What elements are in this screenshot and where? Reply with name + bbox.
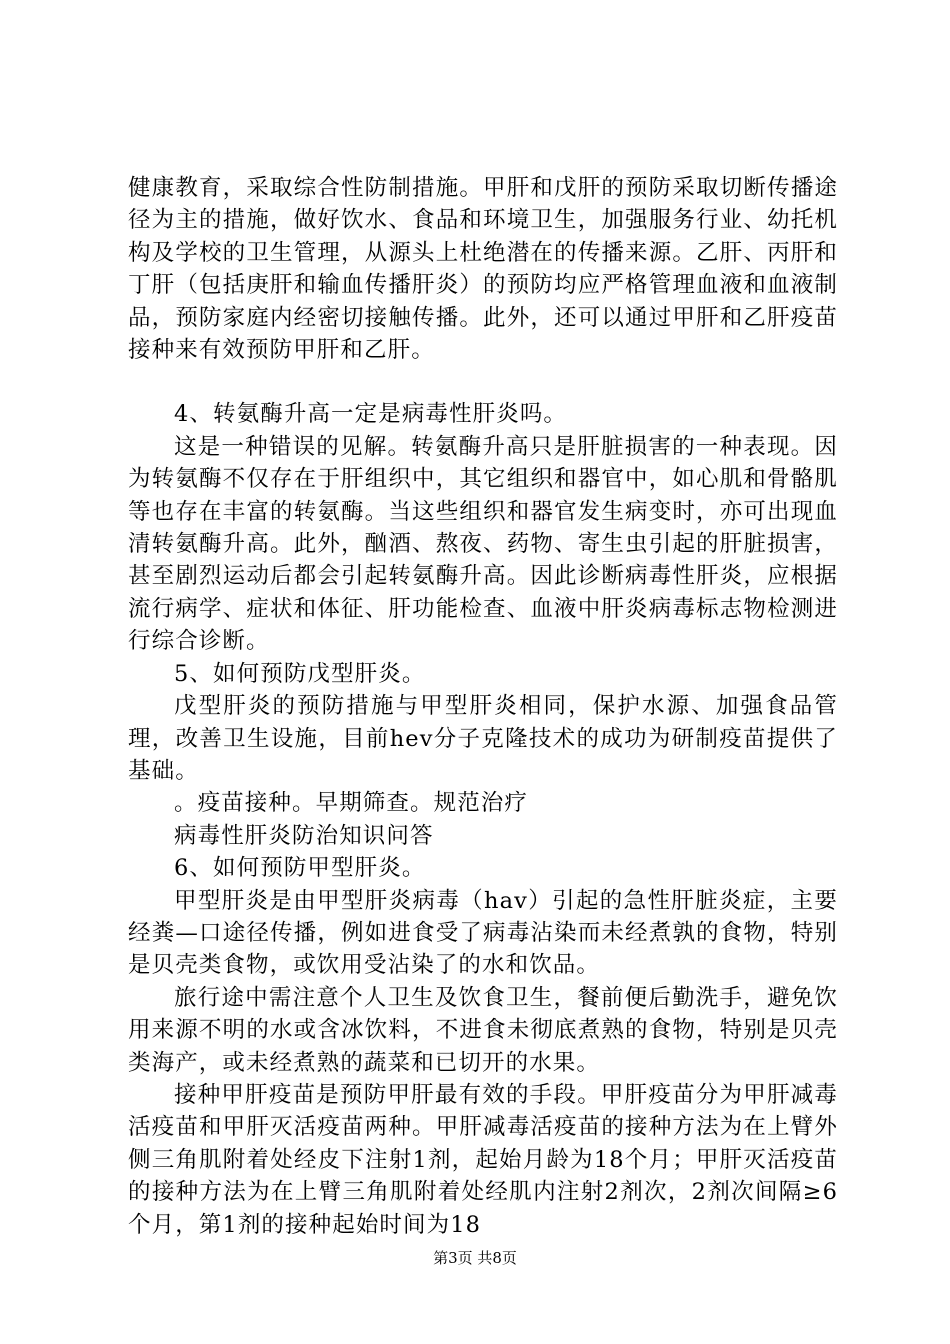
answer-6-paragraph-2: 旅行途中需注意个人卫生及饮食卫生，餐前便后勤洗手，避免饮用来源不明的水或含冰饮料，不进食未彻底煮熟的食物，特别是贝壳类海产，或未经煮熟的蔬菜和已切开的水果。 <box>128 984 838 1076</box>
answer-5-paragraph: 戊型肝炎的预防措施与甲型肝炎相同，保护水源、加强食品管理，改善卫生设施，目前hev分子克隆技术的成功为研制疫苗提供了基础。 <box>128 693 838 784</box>
keywords-line: 。疫苗接种。早期筛查。规范治疗 <box>174 790 529 817</box>
question-4-heading: 4、转氨酶升高一定是病毒性肝炎吗。 <box>174 401 568 428</box>
question-5-heading: 5、如何预防戊型肝炎。 <box>174 660 426 687</box>
answer-6-paragraph-1: 甲型肝炎是由甲型肝炎病毒（hav）引起的急性肝脏炎症，主要经粪—口途径传播，例如进食受了病毒沾染而未经煮孰的食物，特别是贝壳类食物，或饮用受沾染了的水和饮品。 <box>128 887 838 979</box>
answer-6-paragraph-3: 接种甲肝疫苗是预防甲肝最有效的手段。甲肝疫苗分为甲肝减毒活疫苗和甲肝灭活疫苗两种。甲肝减毒活疫苗的接种方法为在上臂外侧三角肌附着处经皮下注射1剂，起始月龄为18个月；甲肝灭活疫苗的接种方法为在上臂三角肌附着处经肌内注射2剂次，2剂次间隔≥6个月，第1剂的接种起始时间为18 <box>128 1081 838 1238</box>
question-6-heading: 6、如何预防甲型肝炎。 <box>174 855 426 882</box>
page-number-footer: 第3页 共8页 <box>433 1249 517 1267</box>
answer-4-paragraph: 这是一种错误的见解。转氨酶升高只是肝脏损害的一种表现。因为转氨酶不仅存在于肝组织中，其它组织和器官中，如心肌和骨骼肌等也存在丰富的转氨酶。当这些组织和器官发生病变时，亦可出现血清转氨酶升高。此外，酗酒、熬夜、药物、寄生虫引起的肝脏损害，甚至剧烈运动后都会引起转氨酶升高。因此诊断病毒性肝炎，应根据流行病学、症状和体征、肝功能检查、血液中肝炎病毒标志物检测进行综合诊断。 <box>128 433 838 655</box>
section-title: 病毒性肝炎防治知识问答 <box>174 822 434 849</box>
paragraph-prevention-measures: 健康教育，采取综合性防制措施。甲肝和戊肝的预防采取切断传播途径为主的措施，做好饮水、食品和环境卫生，加强服务行业、幼托机构及学校的卫生管理，从源头上杜绝潜在的传播来源。乙肝、丙肝和丁肝（包括庚肝和输血传播肝炎）的预防均应严格管理血液和血液制品，预防家庭内经密切接触传播。此外，还可以通过甲肝和乙肝疫苗接种来有效预防甲肝和乙肝。 <box>128 175 838 364</box>
document-body <box>128 172 838 1241</box>
